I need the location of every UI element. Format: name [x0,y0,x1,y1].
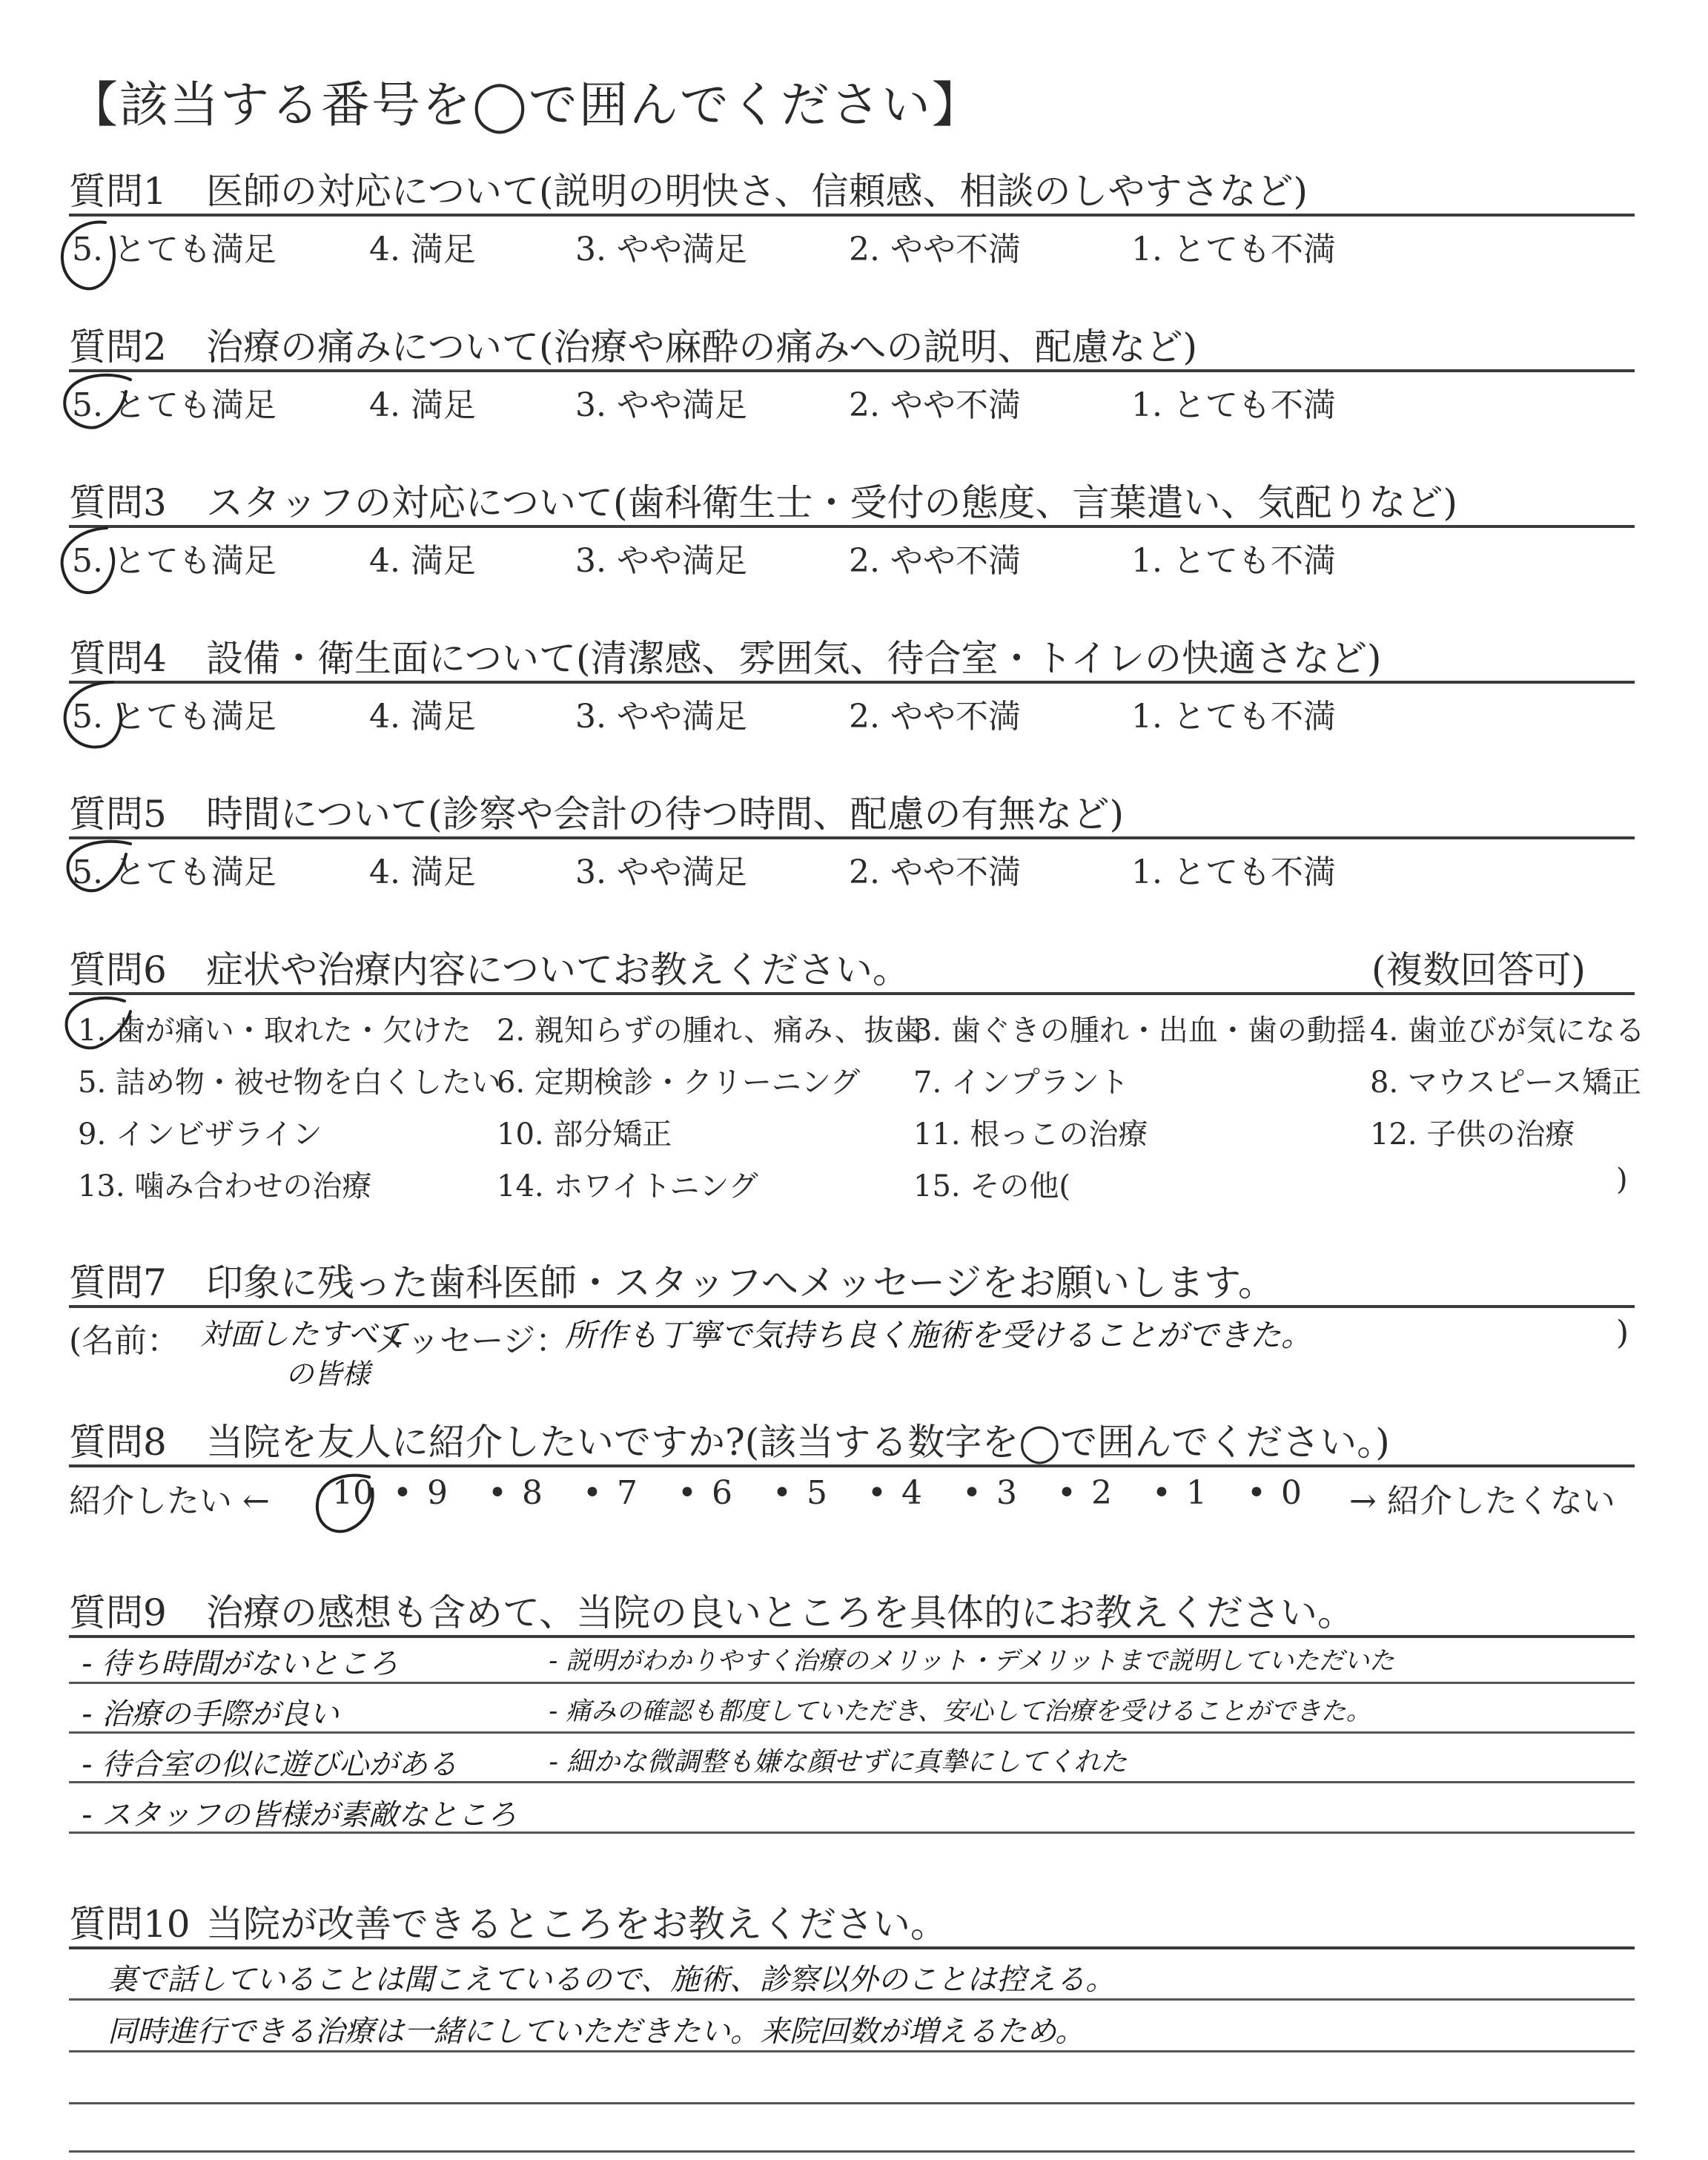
q7-name-label: (名前： [69,1322,180,1360]
q6-option-7[interactable]: 7. インプラント [913,1066,1129,1100]
q6-option-13[interactable]: 13. 噛み合わせの治療 [78,1169,372,1203]
question-6-text: 症状や治療内容についてお教えください。 [206,948,910,991]
nps-value-3[interactable]: 3 [996,1474,1017,1512]
nps-value-9[interactable]: 9 [427,1474,448,1512]
q6-option-15[interactable]: 15. その他( [913,1169,1070,1203]
q5-selection-circle [68,842,130,891]
nps-separator: • [678,1474,697,1512]
q6-option-4[interactable]: 4. 歯並びが気になる [1370,1014,1645,1048]
q2-selection-circle [64,375,130,428]
q1-option-2[interactable]: 2. やや不満 [849,231,1021,268]
q8-left-label: 紹介したい ← [69,1482,270,1520]
question-4-text: 設備・衛生面について(清潔感、雰囲気、待合室・トイレの快適さなど) [206,637,1382,680]
q4-option-2[interactable]: 2. やや不満 [849,698,1021,736]
q3-option-4[interactable]: 4. 満足 [369,542,476,580]
q1-option-4[interactable]: 4. 満足 [369,231,476,268]
nps-value-5[interactable]: 5 [807,1474,827,1512]
q9-left-answer-4[interactable]: - スタッフの皆様が素敵なところ [82,1798,517,1832]
q9-right-answer-1[interactable]: - 説明がわかりやすく治療のメリット・デメリットまで説明していただいた [549,1646,1394,1676]
form-heading: 【該当する番号を◯で囲んでください】 [69,76,982,133]
q9-left-answer-1[interactable]: - 待ち時間がないところ [82,1647,399,1681]
nps-separator: • [488,1474,507,1512]
q2-option-5[interactable]: 5. とても満足 [72,386,277,424]
q4-option-1[interactable]: 1. とても不満 [1131,698,1336,736]
nps-separator: • [867,1474,887,1512]
q4-selection-circle [65,682,121,747]
q6-option-5[interactable]: 5. 詰め物・被せ物を白くしたい [78,1066,501,1100]
question-1-label: 質問1 [69,170,167,213]
q6-option-10[interactable]: 10. 部分矯正 [497,1117,672,1152]
nps-value-6[interactable]: 6 [712,1474,732,1512]
q7-close-paren: ) [1616,1314,1629,1352]
question-9-label: 質問9 [69,1591,167,1634]
q1-selection-circle [62,222,114,289]
question-1-text: 医師の対応について(説明の明快さ、信頼感、相談のしやすさなど) [206,170,1308,213]
q8-selection-circle [317,1476,373,1532]
nps-value-0[interactable]: 0 [1281,1474,1302,1512]
question-5-text: 時間について(診察や会計の待つ時間、配慮の有無など) [206,793,1125,836]
question-4-label: 質問4 [69,637,167,680]
q3-option-5[interactable]: 5. とても満足 [72,542,277,580]
nps-separator: • [1057,1474,1076,1512]
q1-option-1[interactable]: 1. とても不満 [1131,231,1336,268]
q5-option-1[interactable]: 1. とても不満 [1131,853,1336,891]
q3-option-3[interactable]: 3. やや満足 [575,542,747,580]
q1-option-3[interactable]: 3. やや満足 [575,231,747,268]
q3-option-1[interactable]: 1. とても不満 [1131,542,1336,580]
question-10-text: 当院が改善できるところをお教えください。 [206,1903,947,1946]
q9-right-answer-2[interactable]: - 痛みの確認も都度していただき、安心して治療を受けることができた。 [549,1697,1371,1726]
question-2-text: 治療の痛みについて(治療や麻酔の痛みへの説明、配慮など) [206,326,1198,369]
q9-left-answer-2[interactable]: - 治療の手際が良い [82,1697,340,1731]
q4-option-3[interactable]: 3. やや満足 [575,698,747,736]
q7-message-label: メッセージ： [374,1322,569,1360]
question-2-label: 質問2 [69,326,167,369]
q9-left-answer-3[interactable]: - 待合室の似に遊び心がある [82,1748,458,1782]
question-3-label: 質問3 [69,481,167,524]
nps-value-8[interactable]: 8 [522,1474,543,1512]
question-8-label: 質問8 [69,1421,167,1464]
q6-option-6[interactable]: 6. 定期検診・クリーニング [497,1066,861,1100]
nps-separator: • [1152,1474,1171,1512]
nps-separator: • [772,1474,792,1512]
q4-option-5[interactable]: 5. とても満足 [72,698,277,736]
q6-option-14[interactable]: 14. ホワイトニング [497,1169,758,1203]
question-6-label: 質問6 [69,948,167,991]
q8-right-label: → 紹介したくない [1349,1482,1615,1520]
q6-option-8[interactable]: 8. マウスピース矯正 [1370,1066,1642,1100]
q4-option-4[interactable]: 4. 満足 [369,698,476,736]
q2-option-4[interactable]: 4. 満足 [369,386,476,424]
q3-option-2[interactable]: 2. やや不満 [849,542,1021,580]
q6-option-2[interactable]: 2. 親知らずの腫れ、痛み、抜歯 [497,1014,924,1048]
nps-value-1[interactable]: 1 [1186,1474,1207,1512]
nps-separator: • [962,1474,982,1512]
q7-name-value-line2[interactable]: の皆様 [285,1358,371,1390]
nps-value-10[interactable]: 10 [332,1474,374,1512]
question-5-label: 質問5 [69,793,167,836]
q5-option-5[interactable]: 5. とても満足 [72,853,277,891]
q10-answer-2[interactable]: 同時進行できる治療は一緒にしていただきたい。来院回数が増えるため。 [107,2015,1085,2049]
q2-option-2[interactable]: 2. やや不満 [849,386,1021,424]
q7-message-value[interactable]: 所作も丁寧で気持ち良く施術を受けることができた。 [565,1317,1313,1353]
q10-answer-1[interactable]: 裏で話していることは聞こえているので、施術、診察以外のことは控える。 [107,1963,1116,1997]
question-7-text: 印象に残った歯科医師・スタッフへメッセージをお願いします。 [206,1261,1275,1304]
q9-right-answer-3[interactable]: - 細かな微調整も嫌な顔せずに真摯にしてくれた [549,1747,1128,1777]
q2-option-1[interactable]: 1. とても不満 [1131,386,1336,424]
nps-value-4[interactable]: 4 [901,1474,922,1512]
nps-value-7[interactable]: 7 [617,1474,638,1512]
q5-option-2[interactable]: 2. やや不満 [849,853,1021,891]
q6-option-3[interactable]: 3. 歯ぐきの腫れ・出血・歯の動揺 [913,1014,1366,1048]
q2-option-3[interactable]: 3. やや満足 [575,386,747,424]
q6-option-1[interactable]: 1. 歯が痛い・取れた・欠けた [78,1014,471,1048]
nps-value-2[interactable]: 2 [1091,1474,1112,1512]
q5-option-3[interactable]: 3. やや満足 [575,853,747,891]
question-8-text: 当院を友人に紹介したいですか?(該当する数字を◯で囲んでください。) [206,1421,1390,1464]
question-10-label: 質問10 [69,1903,191,1946]
nps-separator: • [583,1474,602,1512]
q6-option-15-close: ) [1616,1163,1628,1197]
q6-selection-circle [67,998,130,1048]
q7-name-value-line1[interactable]: 対面したすべて [200,1318,408,1352]
q3-selection-circle [62,528,113,592]
nps-separator: • [393,1474,412,1512]
q6-option-9[interactable]: 9. インビザライン [78,1117,322,1152]
q6-option-11[interactable]: 11. 根っこの治療 [913,1117,1148,1152]
q5-option-4[interactable]: 4. 満足 [369,853,476,891]
question-9-text: 治療の感想も含めて、当院の良いところを具体的にお教えください。 [206,1591,1354,1634]
nps-separator: • [1247,1474,1266,1512]
question-3-text: スタッフの対応について(歯科衛生士・受付の態度、言葉遣い、気配りなど) [206,481,1458,524]
question-6-note: (複数回答可) [1371,948,1586,991]
q1-option-5[interactable]: 5. とても満足 [72,231,277,268]
q6-option-12[interactable]: 12. 子供の治療 [1370,1117,1575,1152]
question-7-label: 質問7 [69,1261,167,1304]
